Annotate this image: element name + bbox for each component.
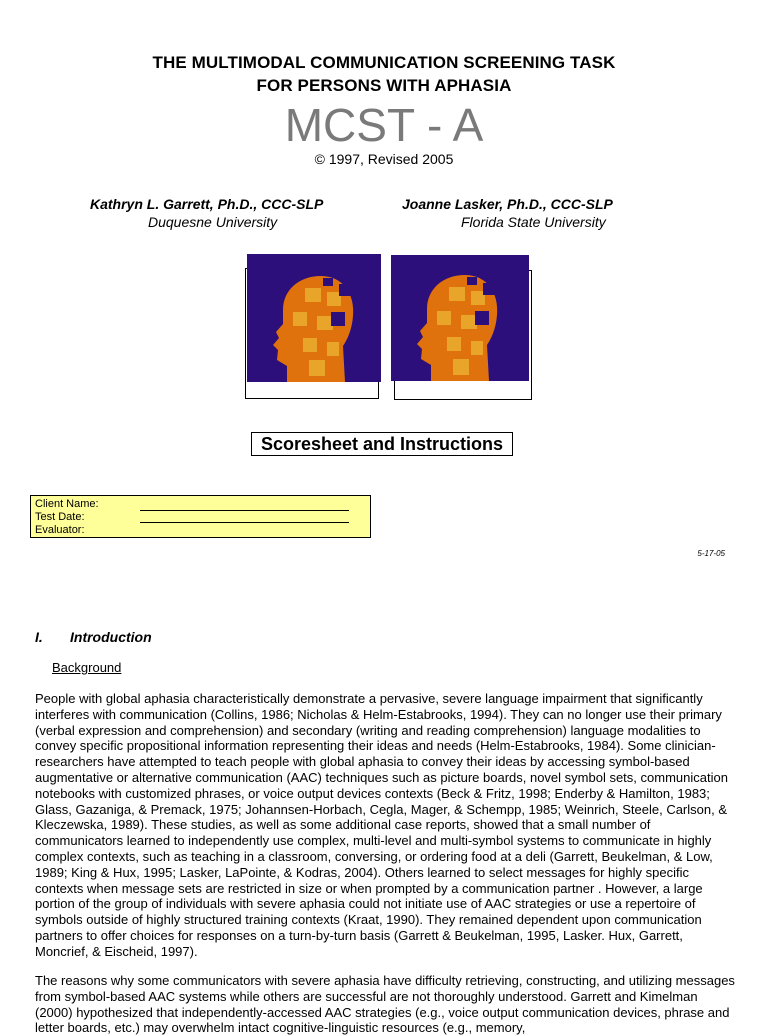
document-acronym: MCST - A bbox=[284, 99, 484, 151]
scoresheet-title: Scoresheet and Instructions bbox=[251, 432, 513, 456]
author-name: Joanne Lasker, Ph.D., CCC-SLP bbox=[402, 196, 613, 212]
author-block-2 bbox=[402, 196, 672, 230]
author-name: Kathryn L. Garrett, Ph.D., CCC-SLP bbox=[90, 196, 324, 212]
test-date-label: Test Date: bbox=[35, 511, 85, 523]
client-name-label: Client Name: bbox=[35, 498, 99, 510]
client-info-form bbox=[30, 495, 371, 538]
subsection-heading: Background bbox=[52, 660, 122, 675]
section-number: I. bbox=[35, 629, 43, 645]
evaluator-label: Evaluator: bbox=[35, 524, 85, 536]
document-title-line-1: THE MULTIMODAL COMMUNICATION SCREENING TASK bbox=[152, 53, 616, 72]
client-name-field[interactable] bbox=[140, 510, 349, 511]
revision-date-code: 5-17-05 bbox=[697, 549, 725, 558]
puzzle-head-icon bbox=[391, 255, 529, 381]
author-institution: Florida State University bbox=[461, 214, 606, 230]
section-title: Introduction bbox=[70, 629, 152, 645]
copyright-notice: © 1997, Revised 2005 bbox=[314, 151, 454, 167]
puzzle-head-icon bbox=[247, 254, 381, 382]
test-date-field[interactable] bbox=[140, 522, 349, 523]
author-institution: Duquesne University bbox=[148, 214, 278, 230]
body-paragraph: People with global aphasia characteristically demonstrate a pervasive, severe language impairment that significantly interferes with communication (Collins, 1986; Nicholas & Helm-Estabrooks, 1994). They can no longer use their primary (verbal expression and comprehension) and secondary (writing and reading comprehension) language modalities to convey specific propositional information representing their ideas and needs (Helm-Estabrooks, 1984). Some clinician-researchers have attempted to teach people with global aphasia to convey their ideas by accessing symbol-based augmentative or alternative communication (AAC) techniques such as picture boards, novel symbol sets, communication notebooks with customized phrases, or voice output devices contexts (Beck & Fritz, 1998; Enderby & Hamilton, 1983; Glass, Gazaniga, & Premack, 1975; Johannsen-Horbach, Cegla, Mager, & Schempp, 1985; Weinrich, Steele, Carlson, & Kleczewska, 1989). These studies, as well as some additional case reports, showed that a small number of communicators learned to independently use complex, multi-level and multi-symbol systems to communicate in highly complex contexts, such as teaching in a classroom, conversing, or ordering food at a deli (Garrett, Beukelman, & Low, 1989; King & Hux, 1995; Lasker, LaPointe, & Kodras, 2004). Others learned to select messages for highly specific contexts when message sets are restricted in size or when prompted by a communication partner . However, a large portion of the group of individuals with severe aphasia could not initiate use of AAC strategies or use a repertoire of symbols outside of highly structured training contexts (Kraat, 1990). They remained dependent upon communication partners to offer choices for responses on a turn-by-turn basis (Garrett & Beukelman, 1995, Lasker. Hux, Garrett, Moncrief, & Eischeid, 1997). bbox=[35, 691, 728, 959]
document-title-line-2: FOR PERSONS WITH APHASIA bbox=[256, 76, 512, 95]
body-paragraph: The reasons why some communicators with severe aphasia have difficulty retrieving, constructing, and utilizing messages from symbol-based AAC systems while others are successful are not thoroughly understood. Garrett and Kimelman (2000) hypothesized that independently-accessed AAC strategies (e.g., voice output communication devices, phrase and letter boards, etc.) may overwhelm intact cognitive-linguistic resources (e.g., memory, bbox=[35, 973, 735, 1036]
author-block-1 bbox=[90, 196, 360, 230]
